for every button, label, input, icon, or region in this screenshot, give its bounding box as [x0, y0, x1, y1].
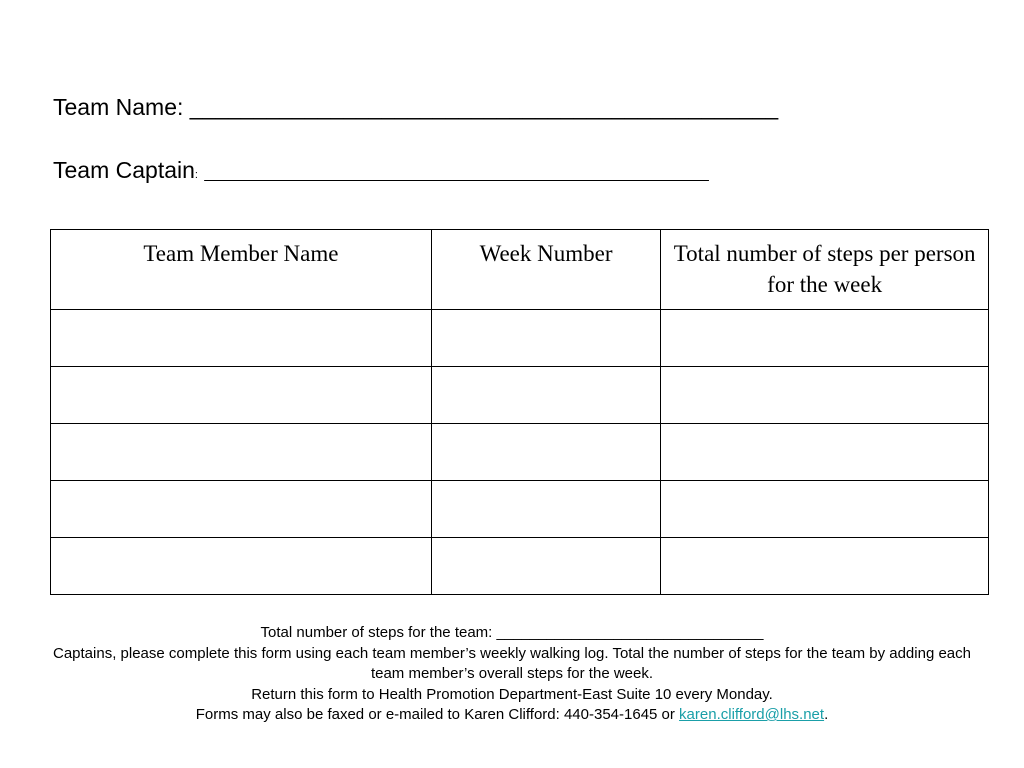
week-number-cell[interactable]: [431, 424, 660, 481]
week-number-cell[interactable]: [431, 310, 660, 367]
team-name-label: Team Name:: [53, 94, 190, 120]
team-total-line: [40, 623, 984, 644]
email-link[interactable]: karen.clifford@lhs.net: [679, 706, 825, 723]
header-team-member-name: Team Member Name: [51, 230, 432, 310]
fax-prefix: Forms may also be faxed or e-mailed to Karen Clifford: 440-354-1645 or: [195, 706, 680, 723]
table-row: [51, 367, 989, 424]
table-header-row: [51, 230, 989, 310]
table-row: [51, 481, 989, 538]
total-steps-cell[interactable]: [661, 481, 989, 538]
team-name-blank[interactable]: ______________________________________________: [189, 94, 779, 120]
member-name-cell[interactable]: [51, 538, 432, 595]
fax-suffix: .: [824, 706, 829, 723]
table-row: [51, 538, 989, 595]
header-total-steps: Total number of steps per person for the week: [661, 230, 989, 310]
team-total-label: Total number of steps for the team:: [260, 624, 497, 641]
total-steps-cell[interactable]: [661, 538, 989, 595]
total-steps-cell[interactable]: [661, 367, 989, 424]
footer-instructions: [40, 623, 984, 726]
table-row: [51, 424, 989, 481]
instructions-text: Captains, please complete this form using each team member’s weekly walking log. Total the number of steps for the team by adding each team member’s overall steps for the week.: [53, 644, 971, 682]
week-number-cell[interactable]: [431, 367, 660, 424]
team-name-field: [53, 96, 778, 119]
team-captain-field: [53, 159, 708, 182]
steps-table: [50, 229, 989, 595]
return-note: Return this form to Health Promotion Department-East Suite 10 every Monday.: [251, 685, 773, 703]
team-captain-label: Team Captain: [53, 157, 195, 183]
week-number-cell[interactable]: [431, 481, 660, 538]
table-row: [51, 310, 989, 367]
team-captain-colon: :: [194, 169, 198, 181]
week-number-cell[interactable]: [431, 538, 660, 595]
total-steps-cell[interactable]: [661, 424, 989, 481]
team-captain-blank[interactable]: ____________________________________________________________: [204, 165, 709, 182]
team-total-blank[interactable]: ________________________________: [496, 624, 764, 641]
total-steps-cell[interactable]: [661, 310, 989, 367]
header-week-number: Week Number: [431, 230, 660, 310]
fax-email-line: [40, 705, 984, 726]
member-name-cell[interactable]: [51, 310, 432, 367]
member-name-cell[interactable]: [51, 424, 432, 481]
member-name-cell[interactable]: [51, 367, 432, 424]
member-name-cell[interactable]: [51, 481, 432, 538]
